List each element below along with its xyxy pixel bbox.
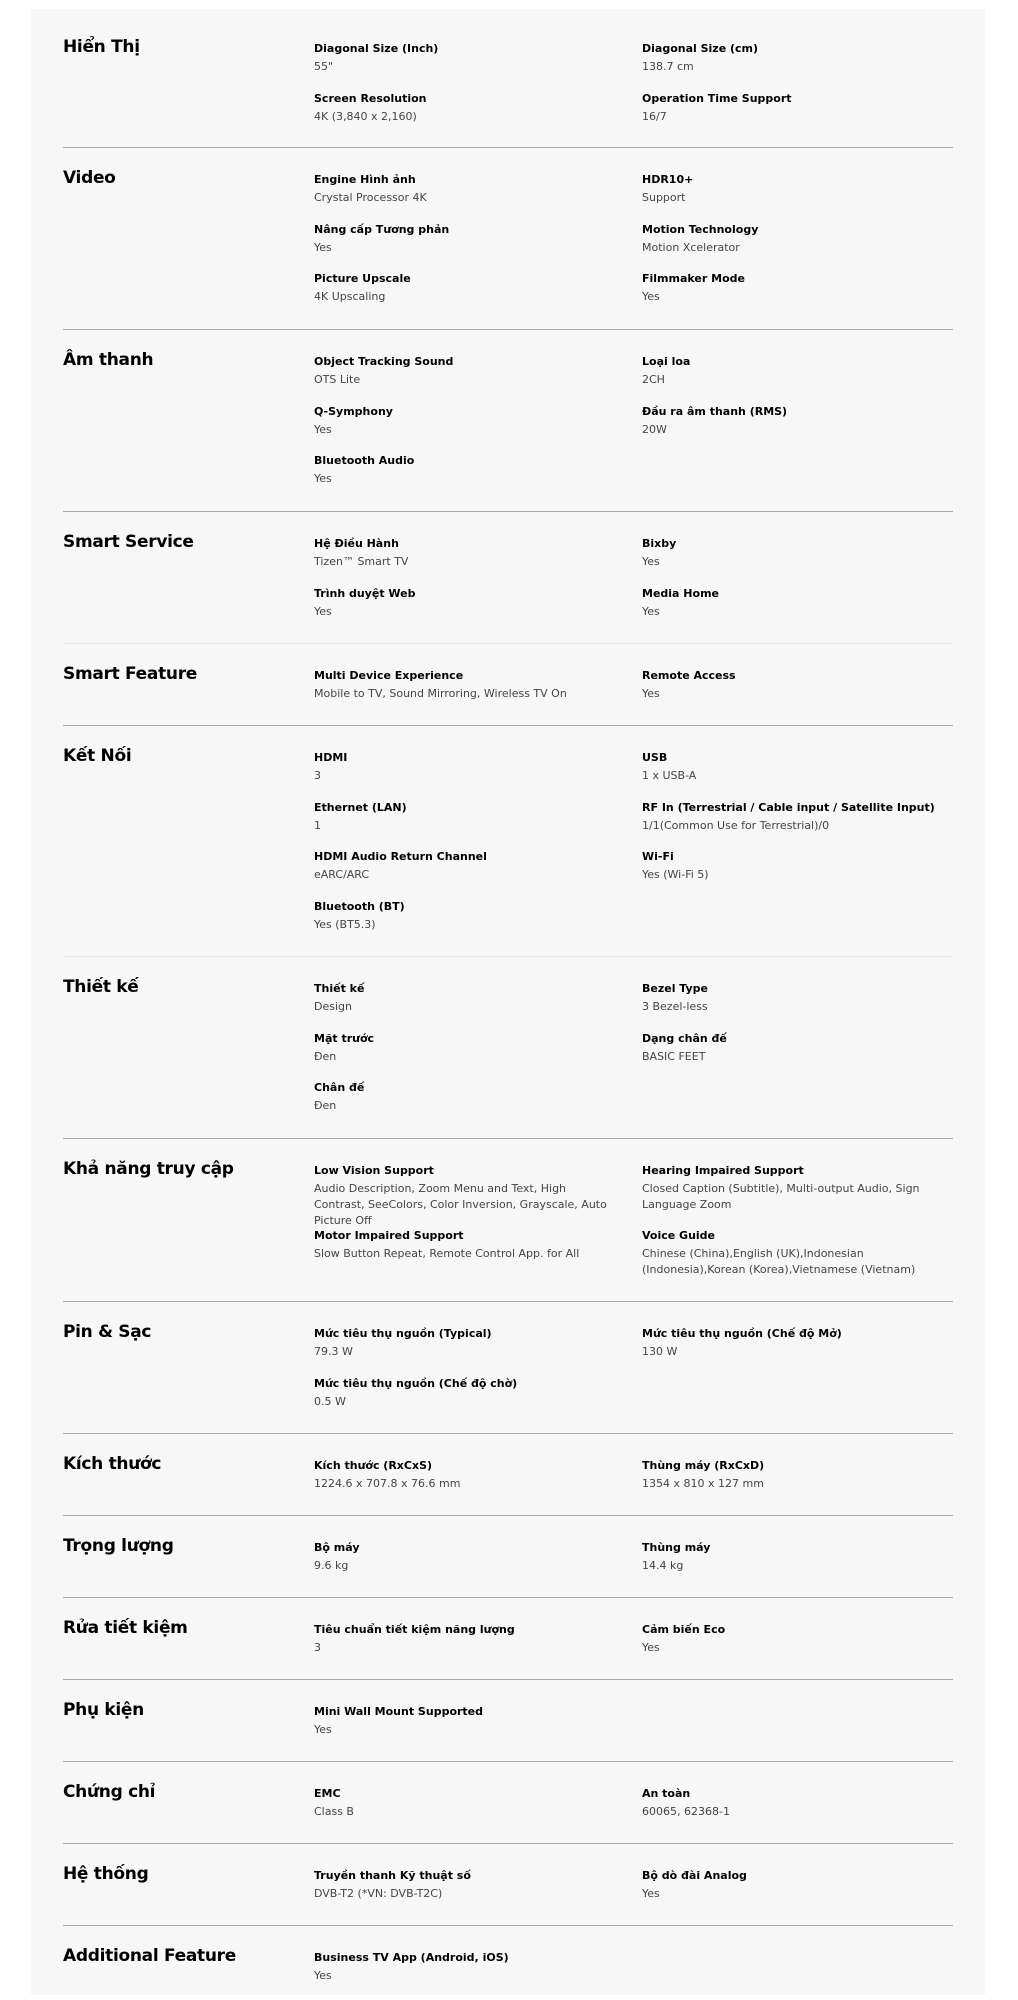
spec-label: Mức tiêu thụ nguồn (Chế độ chờ) <box>314 1377 518 1390</box>
spec-value: BASIC FEET <box>642 1050 706 1063</box>
spec-label: Motor Impaired Support <box>314 1229 464 1242</box>
spec-label: Thùng máy (RxCxD) <box>642 1459 765 1472</box>
spec-item <box>642 800 952 834</box>
spec-section-display <box>63 17 953 148</box>
spec-section-video <box>63 148 953 330</box>
spec-section-design <box>63 957 953 1139</box>
spec-section-additional-feature <box>63 1926 953 1995</box>
spec-label: HDR10+ <box>642 173 694 186</box>
section-title: Khả năng truy cập <box>63 1159 234 1179</box>
section-title: Thiết kế <box>63 977 139 997</box>
spec-label: Loại loa <box>642 355 691 368</box>
section-title: Kích thước <box>63 1454 162 1474</box>
spec-item <box>314 800 614 834</box>
spec-value: Yes <box>314 241 332 254</box>
section-title: Hiển Thị <box>63 37 140 57</box>
spec-value: Đen <box>314 1050 337 1063</box>
spec-label: Nâng cấp Tương phản <box>314 223 450 236</box>
section-title: Additional Feature <box>63 1946 236 1966</box>
spec-label: Kích thước (RxCxS) <box>314 1459 433 1472</box>
spec-label: Mini Wall Mount Supported <box>314 1705 484 1718</box>
spec-value: Yes <box>642 605 660 618</box>
spec-label: RF In (Terrestrial / Cable input / Satellite Input) <box>642 801 935 814</box>
spec-item <box>642 222 942 256</box>
spec-label: Đầu ra âm thanh (RMS) <box>642 405 788 418</box>
spec-label: Ethernet (LAN) <box>314 801 407 814</box>
spec-value: Yes <box>314 1723 332 1736</box>
spec-label: Screen Resolution <box>314 92 427 105</box>
spec-item <box>314 981 614 1015</box>
spec-label: Bluetooth Audio <box>314 454 415 467</box>
spec-item <box>314 1326 614 1360</box>
spec-item <box>642 1031 942 1065</box>
spec-value: Yes <box>642 1641 660 1654</box>
spec-label: Mức tiêu thụ nguồn (Chế độ Mở) <box>642 1327 842 1340</box>
spec-label: Low Vision Support <box>314 1164 434 1177</box>
spec-item <box>642 91 942 125</box>
spec-item <box>642 41 942 75</box>
spec-item <box>314 1622 614 1656</box>
spec-item <box>314 1376 614 1410</box>
spec-label: Diagonal Size (Inch) <box>314 42 439 55</box>
spec-item <box>314 899 614 933</box>
spec-value: Yes (Wi-Fi 5) <box>642 868 709 881</box>
spec-label: Business TV App (Android, iOS) <box>314 1951 509 1964</box>
spec-section-weight <box>63 1516 953 1598</box>
spec-section-smart-service <box>63 512 953 644</box>
spec-item <box>314 172 614 206</box>
spec-value: eARC/ARC <box>314 868 370 881</box>
spec-item <box>314 1868 614 1902</box>
spec-label: Engine Hình ảnh <box>314 173 416 186</box>
spec-value: DVB-T2 (*VN: DVB-T2C) <box>314 1887 443 1900</box>
section-title: Rửa tiết kiệm <box>63 1618 188 1638</box>
spec-item <box>314 222 614 256</box>
spec-value: Motion Xcelerator <box>642 241 740 254</box>
spec-value: Yes (BT5.3) <box>314 918 376 931</box>
spec-value: 1 <box>314 819 321 832</box>
spec-item <box>314 1704 614 1738</box>
spec-label: Motion Technology <box>642 223 759 236</box>
spec-label: USB <box>642 751 668 764</box>
section-title: Kết Nối <box>63 746 132 766</box>
spec-label: Wi-Fi <box>642 850 674 863</box>
section-title: Phụ kiện <box>63 1700 144 1720</box>
section-title: Smart Feature <box>63 664 198 684</box>
spec-item <box>314 1228 614 1262</box>
section-title: Trọng lượng <box>63 1536 174 1556</box>
spec-value: Support <box>642 191 686 204</box>
spec-value: 20W <box>642 423 667 436</box>
spec-item <box>314 1080 614 1114</box>
spec-item <box>314 849 614 883</box>
spec-value: Chinese (China),English (UK),Indonesian (Indonesia),Korean (Korea),Vietnamese (Vietnam) <box>642 1247 916 1276</box>
spec-value: 9.6 kg <box>314 1559 349 1572</box>
spec-value: 14.4 kg <box>642 1559 684 1572</box>
spec-item <box>642 849 942 883</box>
spec-item <box>314 41 614 75</box>
spec-label: Object Tracking Sound <box>314 355 454 368</box>
spec-label: Bộ dò đài Analog <box>642 1869 747 1882</box>
spec-label: Filmmaker Mode <box>642 272 745 285</box>
spec-value: 1 x USB-A <box>642 769 697 782</box>
spec-value: 3 <box>314 1641 321 1654</box>
spec-item <box>314 586 614 620</box>
spec-value: 1/1(Common Use for Terrestrial)/0 <box>642 819 830 832</box>
spec-item <box>314 1950 614 1984</box>
spec-value: 4K (3,840 x 2,160) <box>314 110 417 123</box>
spec-value: Crystal Processor 4K <box>314 191 427 204</box>
spec-value: Đen <box>314 1099 337 1112</box>
spec-section-smart-feature <box>63 644 953 726</box>
spec-item <box>642 1622 942 1656</box>
spec-label: Picture Upscale <box>314 272 411 285</box>
spec-item <box>642 1458 942 1492</box>
spec-value: 138.7 cm <box>642 60 694 73</box>
spec-item <box>314 750 614 784</box>
spec-label: Bộ máy <box>314 1541 360 1554</box>
spec-section-eco <box>63 1598 953 1680</box>
spec-value: Class B <box>314 1805 354 1818</box>
spec-label: Mặt trước <box>314 1032 375 1045</box>
spec-value: 130 W <box>642 1345 678 1358</box>
spec-value: Design <box>314 1000 352 1013</box>
specs-panel <box>31 9 985 1995</box>
spec-label: Thùng máy <box>642 1541 711 1554</box>
spec-value: Yes <box>642 687 660 700</box>
spec-value: Yes <box>314 423 332 436</box>
spec-label: HDMI Audio Return Channel <box>314 850 487 863</box>
spec-value: Tizen™ Smart TV <box>314 555 409 568</box>
spec-item <box>642 586 942 620</box>
spec-value: 3 <box>314 769 321 782</box>
spec-label: Chân đế <box>314 1081 365 1094</box>
spec-label: HDMI <box>314 751 348 764</box>
spec-label: Bluetooth (BT) <box>314 900 405 913</box>
spec-label: Cảm biến Eco <box>642 1623 726 1636</box>
spec-item <box>314 668 634 702</box>
spec-label: Mức tiêu thụ nguồn (Typical) <box>314 1327 492 1340</box>
spec-value: OTS Lite <box>314 373 361 386</box>
spec-value: Closed Caption (Subtitle), Multi-output Audio, Sign Language Zoom <box>642 1182 920 1211</box>
spec-value: 0.5 W <box>314 1395 346 1408</box>
spec-label: Bixby <box>642 537 677 550</box>
spec-item <box>642 1326 942 1360</box>
spec-value: 4K Upscaling <box>314 290 386 303</box>
spec-item <box>642 750 942 784</box>
spec-label: Hệ Điều Hành <box>314 537 399 550</box>
spec-label: Voice Guide <box>642 1229 716 1242</box>
spec-label: Trình duyệt Web <box>314 587 416 600</box>
spec-section-accessibility <box>63 1139 953 1302</box>
spec-item <box>314 1163 614 1229</box>
spec-label: Diagonal Size (cm) <box>642 42 759 55</box>
spec-value: 60065, 62368-1 <box>642 1805 730 1818</box>
spec-item <box>642 536 942 570</box>
spec-value: Yes <box>314 1969 332 1982</box>
spec-label: Dạng chân đế <box>642 1032 727 1045</box>
section-title: Âm thanh <box>63 350 154 370</box>
spec-item <box>314 536 614 570</box>
spec-label: EMC <box>314 1787 341 1800</box>
spec-label: Tiêu chuẩn tiết kiệm năng lượng <box>314 1623 515 1636</box>
spec-value: 55" <box>314 60 334 73</box>
spec-label: An toàn <box>642 1787 691 1800</box>
spec-label: Thiết kế <box>314 982 365 995</box>
spec-label: Media Home <box>642 587 719 600</box>
spec-label: Remote Access <box>642 669 736 682</box>
spec-section-audio <box>63 330 953 512</box>
spec-value: 1224.6 x 707.8 x 76.6 mm <box>314 1477 461 1490</box>
spec-label: Operation Time Support <box>642 92 792 105</box>
spec-item <box>642 271 942 305</box>
spec-value: Yes <box>642 555 660 568</box>
spec-value: Yes <box>314 605 332 618</box>
spec-section-accessories <box>63 1680 953 1762</box>
section-title: Video <box>63 168 116 188</box>
spec-label: Q-Symphony <box>314 405 393 418</box>
spec-label: Truyền thanh Kỹ thuật số <box>314 1869 471 1882</box>
spec-item <box>314 354 614 388</box>
spec-label: Bezel Type <box>642 982 709 995</box>
spec-value: 2CH <box>642 373 665 386</box>
spec-value: 1354 x 810 x 127 mm <box>642 1477 764 1490</box>
spec-value: Slow Button Repeat, Remote Control App. for All <box>314 1247 580 1260</box>
spec-value: Yes <box>314 472 332 485</box>
spec-section-dimensions <box>63 1434 953 1516</box>
spec-section-system <box>63 1844 953 1926</box>
spec-value: 16/7 <box>642 110 667 123</box>
spec-item <box>642 1868 942 1902</box>
spec-item <box>314 1786 614 1820</box>
spec-item <box>314 453 614 487</box>
section-title: Pin & Sạc <box>63 1322 152 1342</box>
spec-item <box>314 91 614 125</box>
spec-section-connectivity <box>63 726 953 957</box>
spec-item <box>642 668 942 702</box>
spec-value: Yes <box>642 290 660 303</box>
spec-label: Multi Device Experience <box>314 669 464 682</box>
spec-value: 3 Bezel-less <box>642 1000 708 1013</box>
spec-section-certification <box>63 1762 953 1844</box>
spec-item <box>642 1228 942 1278</box>
spec-item <box>314 271 614 305</box>
spec-item <box>642 354 942 388</box>
spec-item <box>642 172 942 206</box>
spec-item <box>314 1458 614 1492</box>
section-title: Chứng chỉ <box>63 1782 156 1802</box>
spec-label: Hearing Impaired Support <box>642 1164 804 1177</box>
spec-item <box>642 404 942 438</box>
section-title: Hệ thống <box>63 1864 149 1884</box>
spec-item <box>314 1540 614 1574</box>
spec-section-power <box>63 1302 953 1434</box>
spec-item <box>642 1163 942 1213</box>
spec-item <box>314 404 614 438</box>
spec-value: Yes <box>642 1887 660 1900</box>
spec-item <box>642 1540 942 1574</box>
spec-value: Mobile to TV, Sound Mirroring, Wireless TV On <box>314 687 567 700</box>
spec-item <box>314 1031 614 1065</box>
spec-item <box>642 981 942 1015</box>
spec-value: Audio Description, Zoom Menu and Text, High Contrast, SeeColors, Color Inversion, Grayscale, Auto Picture Off <box>314 1182 607 1227</box>
spec-item <box>642 1786 942 1820</box>
spec-value: 79.3 W <box>314 1345 353 1358</box>
section-title: Smart Service <box>63 532 194 552</box>
